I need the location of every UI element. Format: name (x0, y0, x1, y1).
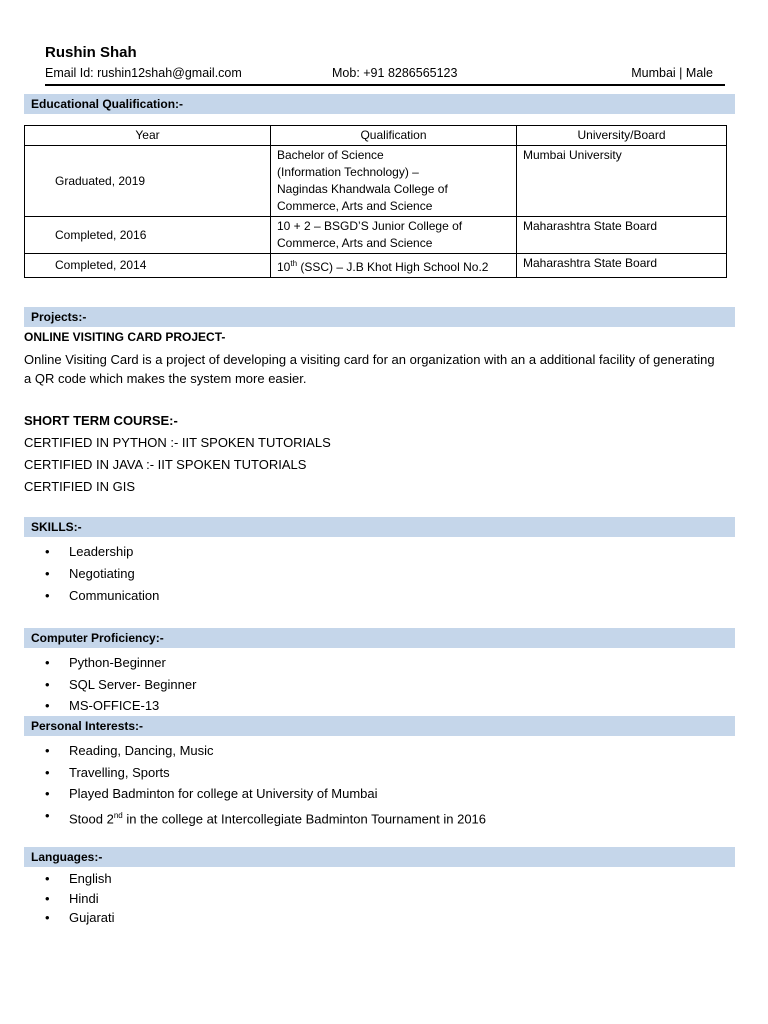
languages-list (24, 869, 115, 928)
bullet-icon: • (45, 786, 50, 801)
bullet-icon: • (45, 871, 50, 886)
bullet-icon: • (45, 743, 50, 758)
skills-list (24, 541, 159, 607)
header-divider (45, 84, 725, 86)
education-table (24, 125, 727, 278)
list-item (24, 805, 486, 830)
qualification-cell (271, 146, 517, 217)
email-text: Email Id: rushin12shah@gmail.com (45, 66, 242, 80)
list-item-text: MS-OFFICE-13 (69, 698, 160, 713)
list-item (24, 740, 486, 762)
list-item-text: Reading, Dancing, Music (69, 743, 214, 758)
bullet-icon: • (45, 566, 50, 581)
year-cell: Graduated, 2019 (25, 146, 271, 217)
column-header-board: University/Board (517, 126, 727, 146)
qualification-cell (271, 254, 517, 278)
qualification-line: Nagindas Khandwala College of (277, 182, 448, 196)
bullet-icon: • (45, 807, 50, 823)
bullet-icon: • (45, 655, 50, 670)
bullet-icon: • (45, 910, 50, 925)
list-item-text: in the college at Intercollegiate Badminton Tournament in 2016 (122, 810, 487, 826)
bullet-icon: • (45, 676, 50, 692)
list-item (24, 783, 486, 805)
bullet-icon: • (45, 890, 50, 906)
mobile-text: Mob: +91 8286565123 (332, 66, 458, 80)
contact-line (45, 66, 725, 83)
list-item (24, 585, 159, 607)
qualification-line: Bachelor of Science (277, 148, 384, 162)
year-cell: Completed, 2014 (25, 254, 271, 278)
list-item-text: English (69, 871, 112, 886)
candidate-name: Rushin Shah (45, 44, 137, 61)
qualification-superscript: th (290, 259, 298, 268)
qualification-line: Commerce, Arts and Science (277, 236, 433, 250)
list-item (24, 563, 159, 585)
list-item-text: Played Badminton for college at University of Mumbai (69, 786, 378, 801)
education-heading: Educational Qualification:- (24, 94, 735, 114)
list-item-text: Gujarati (69, 910, 115, 925)
personal-interests-list (24, 740, 486, 829)
table-row (25, 254, 727, 278)
list-item (24, 674, 196, 696)
qualification-line: (Information Technology) – (277, 165, 419, 179)
certification-item: CERTIFIED IN GIS (24, 479, 135, 494)
list-item-text: Communication (69, 588, 160, 603)
qualification-base: 10 (277, 260, 291, 274)
list-item-text: Travelling, Sports (69, 764, 170, 780)
bullet-icon: • (45, 698, 50, 713)
list-item (24, 695, 196, 717)
qualification-rest: (SSC) – J.B Khot High School No.2 (297, 260, 489, 274)
year-cell: Completed, 2016 (25, 217, 271, 254)
list-item (24, 652, 196, 674)
qualification-line: 10 + 2 – BSGD’S Junior College of (277, 219, 463, 233)
list-item-text: Negotiating (69, 566, 135, 581)
list-item-text: Python-Beginner (69, 655, 166, 670)
project-title: ONLINE VISITING CARD PROJECT- (24, 330, 226, 344)
languages-heading: Languages:- (24, 847, 735, 867)
computer-proficiency-list (24, 652, 196, 717)
board-cell: Mumbai University (517, 146, 727, 217)
list-item (24, 541, 159, 563)
project-description: Online Visiting Card is a project of developing a visiting card for an organization with an a additional facility of generating a QR code which makes the system more easier. (24, 352, 715, 386)
table-header-row (25, 126, 727, 146)
bullet-icon: • (45, 764, 50, 780)
projects-heading: Projects:- (24, 307, 735, 327)
short-course-heading: SHORT TERM COURSE:- (24, 413, 178, 428)
personal-interests-heading: Personal Interests:- (24, 716, 735, 736)
board-cell: Maharashtra State Board (517, 254, 727, 278)
ordinal-superscript: nd (113, 810, 123, 820)
list-item-text: SQL Server- Beginner (69, 676, 197, 692)
list-item (24, 869, 115, 889)
qualification-cell (271, 217, 517, 254)
list-item (24, 762, 486, 784)
certification-item: CERTIFIED IN PYTHON :- IIT SPOKEN TUTORIALS (24, 435, 331, 450)
skills-heading: SKILLS:- (24, 517, 735, 537)
list-item (24, 889, 115, 909)
table-row (25, 217, 727, 254)
computer-proficiency-heading: Computer Proficiency:- (24, 628, 735, 648)
list-item-text: Hindi (69, 890, 99, 906)
list-item (24, 908, 115, 928)
list-item-text: Stood 2 (69, 810, 114, 826)
list-item-text: Leadership (69, 544, 134, 559)
column-header-qualification: Qualification (271, 126, 517, 146)
certification-item: CERTIFIED IN JAVA :- IIT SPOKEN TUTORIALS (24, 457, 307, 472)
bullet-icon: • (45, 588, 50, 603)
qualification-line: Commerce, Arts and Science (277, 199, 433, 213)
column-header-year: Year (25, 126, 271, 146)
bullet-icon: • (45, 544, 50, 559)
board-cell: Maharashtra State Board (517, 217, 727, 254)
location-text: Mumbai | Male (631, 66, 713, 80)
table-row (25, 146, 727, 217)
